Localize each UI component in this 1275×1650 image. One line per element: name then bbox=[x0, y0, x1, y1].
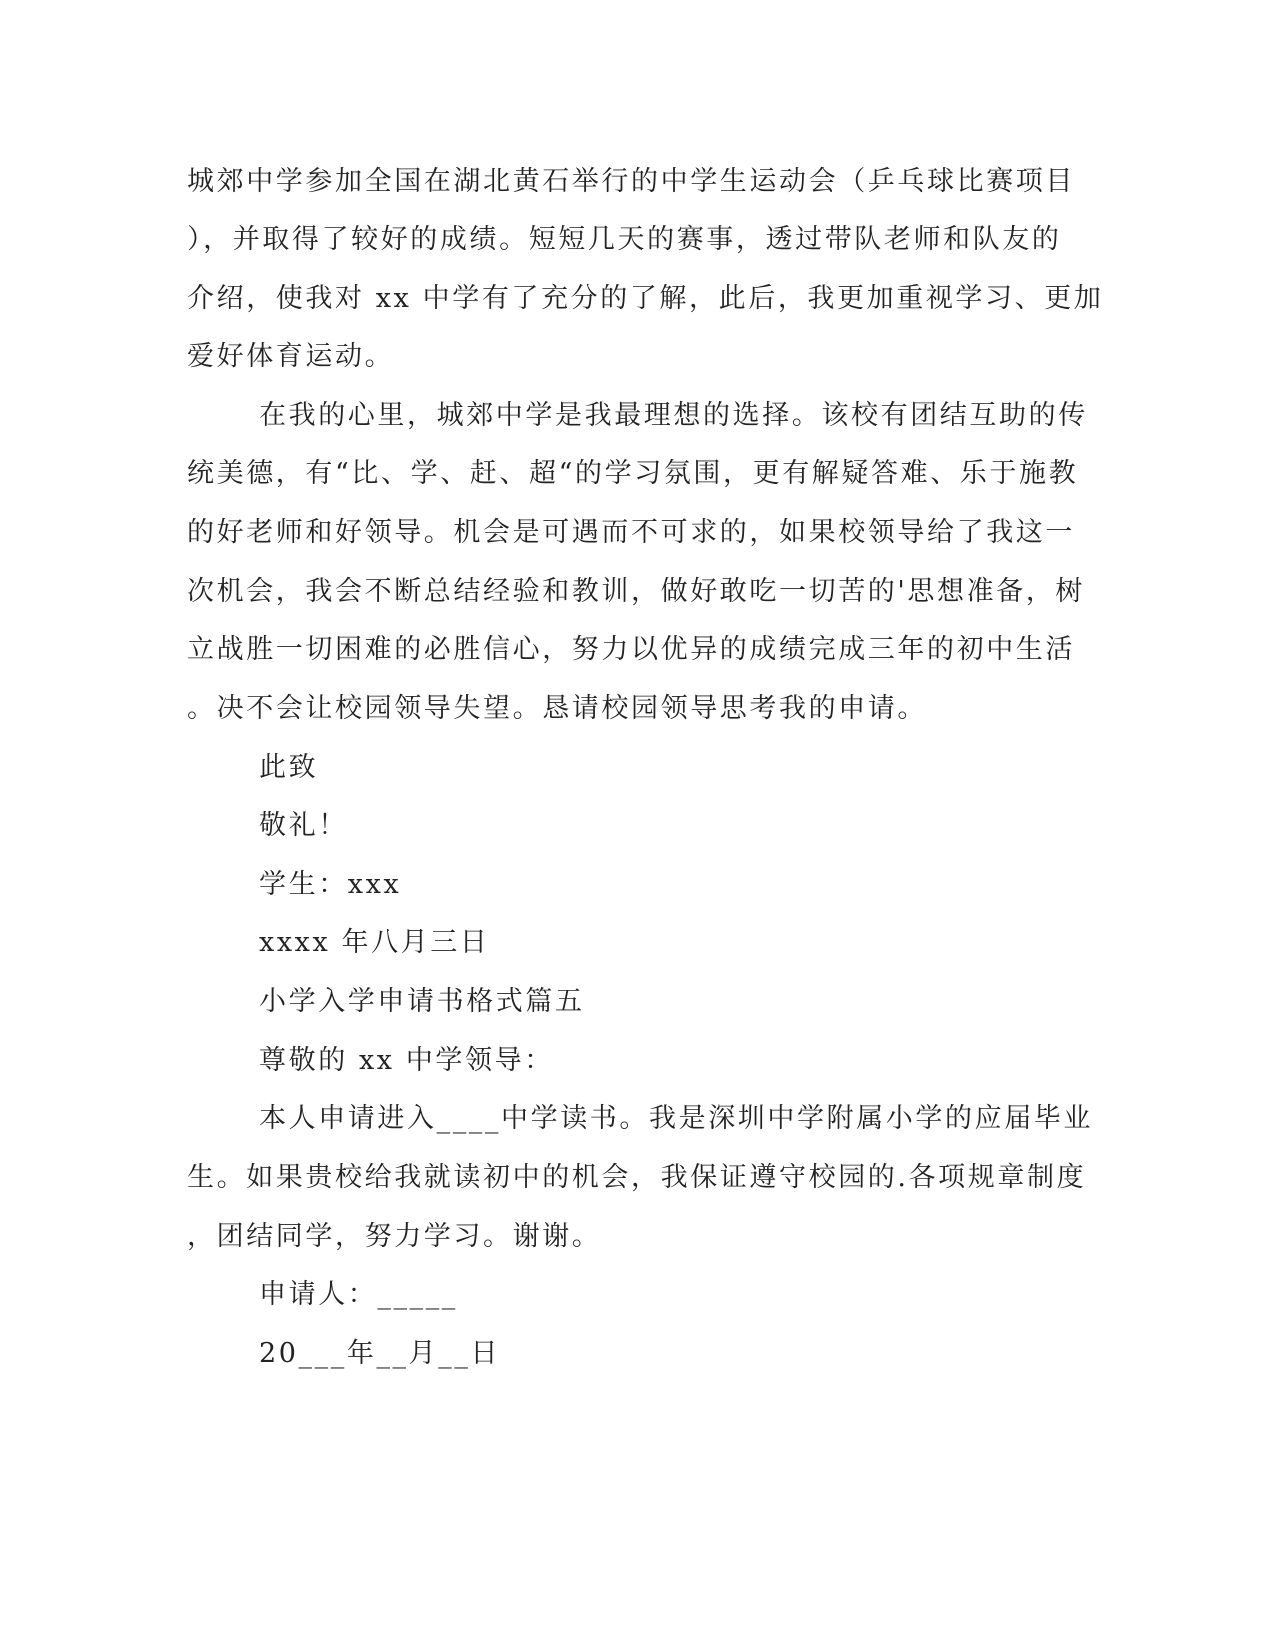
addressee-line: 尊敬的 xx 中学领导： bbox=[259, 1045, 554, 1076]
body-line-5: 在我的心里，城郊中学是我最理想的选择。该校有团结互助的传 bbox=[259, 400, 1088, 431]
body-line-2: ），并取得了较好的成绩。短短几天的赛事，透过带队老师和队友的 bbox=[187, 224, 1062, 255]
body-line-13: ，团结同学，努力学习。谢谢。 bbox=[187, 1221, 602, 1252]
body-line-4: 爱好体育运动。 bbox=[187, 341, 395, 372]
date-line: xxxx 年八月三日 bbox=[259, 927, 490, 958]
applicant-line: 申请人：_____ bbox=[259, 1279, 458, 1310]
signature-line: 学生：xxx bbox=[259, 869, 402, 900]
body-line-7: 的好老师和好领导。机会是可遇而不可求的，如果校领导给了我这一 bbox=[187, 517, 1075, 548]
body-line-11: 本人申请进入____中学读书。我是深圳中学附属小学的应届毕业 bbox=[259, 1103, 1093, 1134]
body-line-12: 生。如果贵校给我就读初中的机会，我保证遵守校园的.各项规章制度 bbox=[187, 1162, 1087, 1193]
body-line-3: 介绍，使我对 xx 中学有了充分的了解，此后，我更加重视学习、更加 bbox=[187, 283, 1104, 314]
body-line-1: 城郊中学参加全国在湖北黄石举行的中学生运动会（乒乓球比赛项目 bbox=[187, 166, 1075, 197]
body-line-9: 立战胜一切困难的必胜信心，努力以优异的成绩完成三年的初中生活 bbox=[187, 634, 1075, 665]
closing-line: 此致 bbox=[259, 752, 319, 783]
body-line-8: 次机会，我会不断总结经验和教训，做好敢吃一切苦的'思想准备，树 bbox=[187, 576, 1086, 607]
application-date-line: 20___年__月__日 bbox=[259, 1338, 501, 1369]
body-line-6: 统美德，有“比、学、赶、超“的学习氛围，更有解疑答难、乐于施教 bbox=[187, 458, 1079, 489]
section-heading: 小学入学申请书格式篇五 bbox=[259, 986, 585, 1017]
body-line-10: 。决不会让校园领导失望。恳请校园领导思考我的申请。 bbox=[187, 693, 927, 724]
salutation-line: 敬礼！ bbox=[259, 810, 348, 841]
